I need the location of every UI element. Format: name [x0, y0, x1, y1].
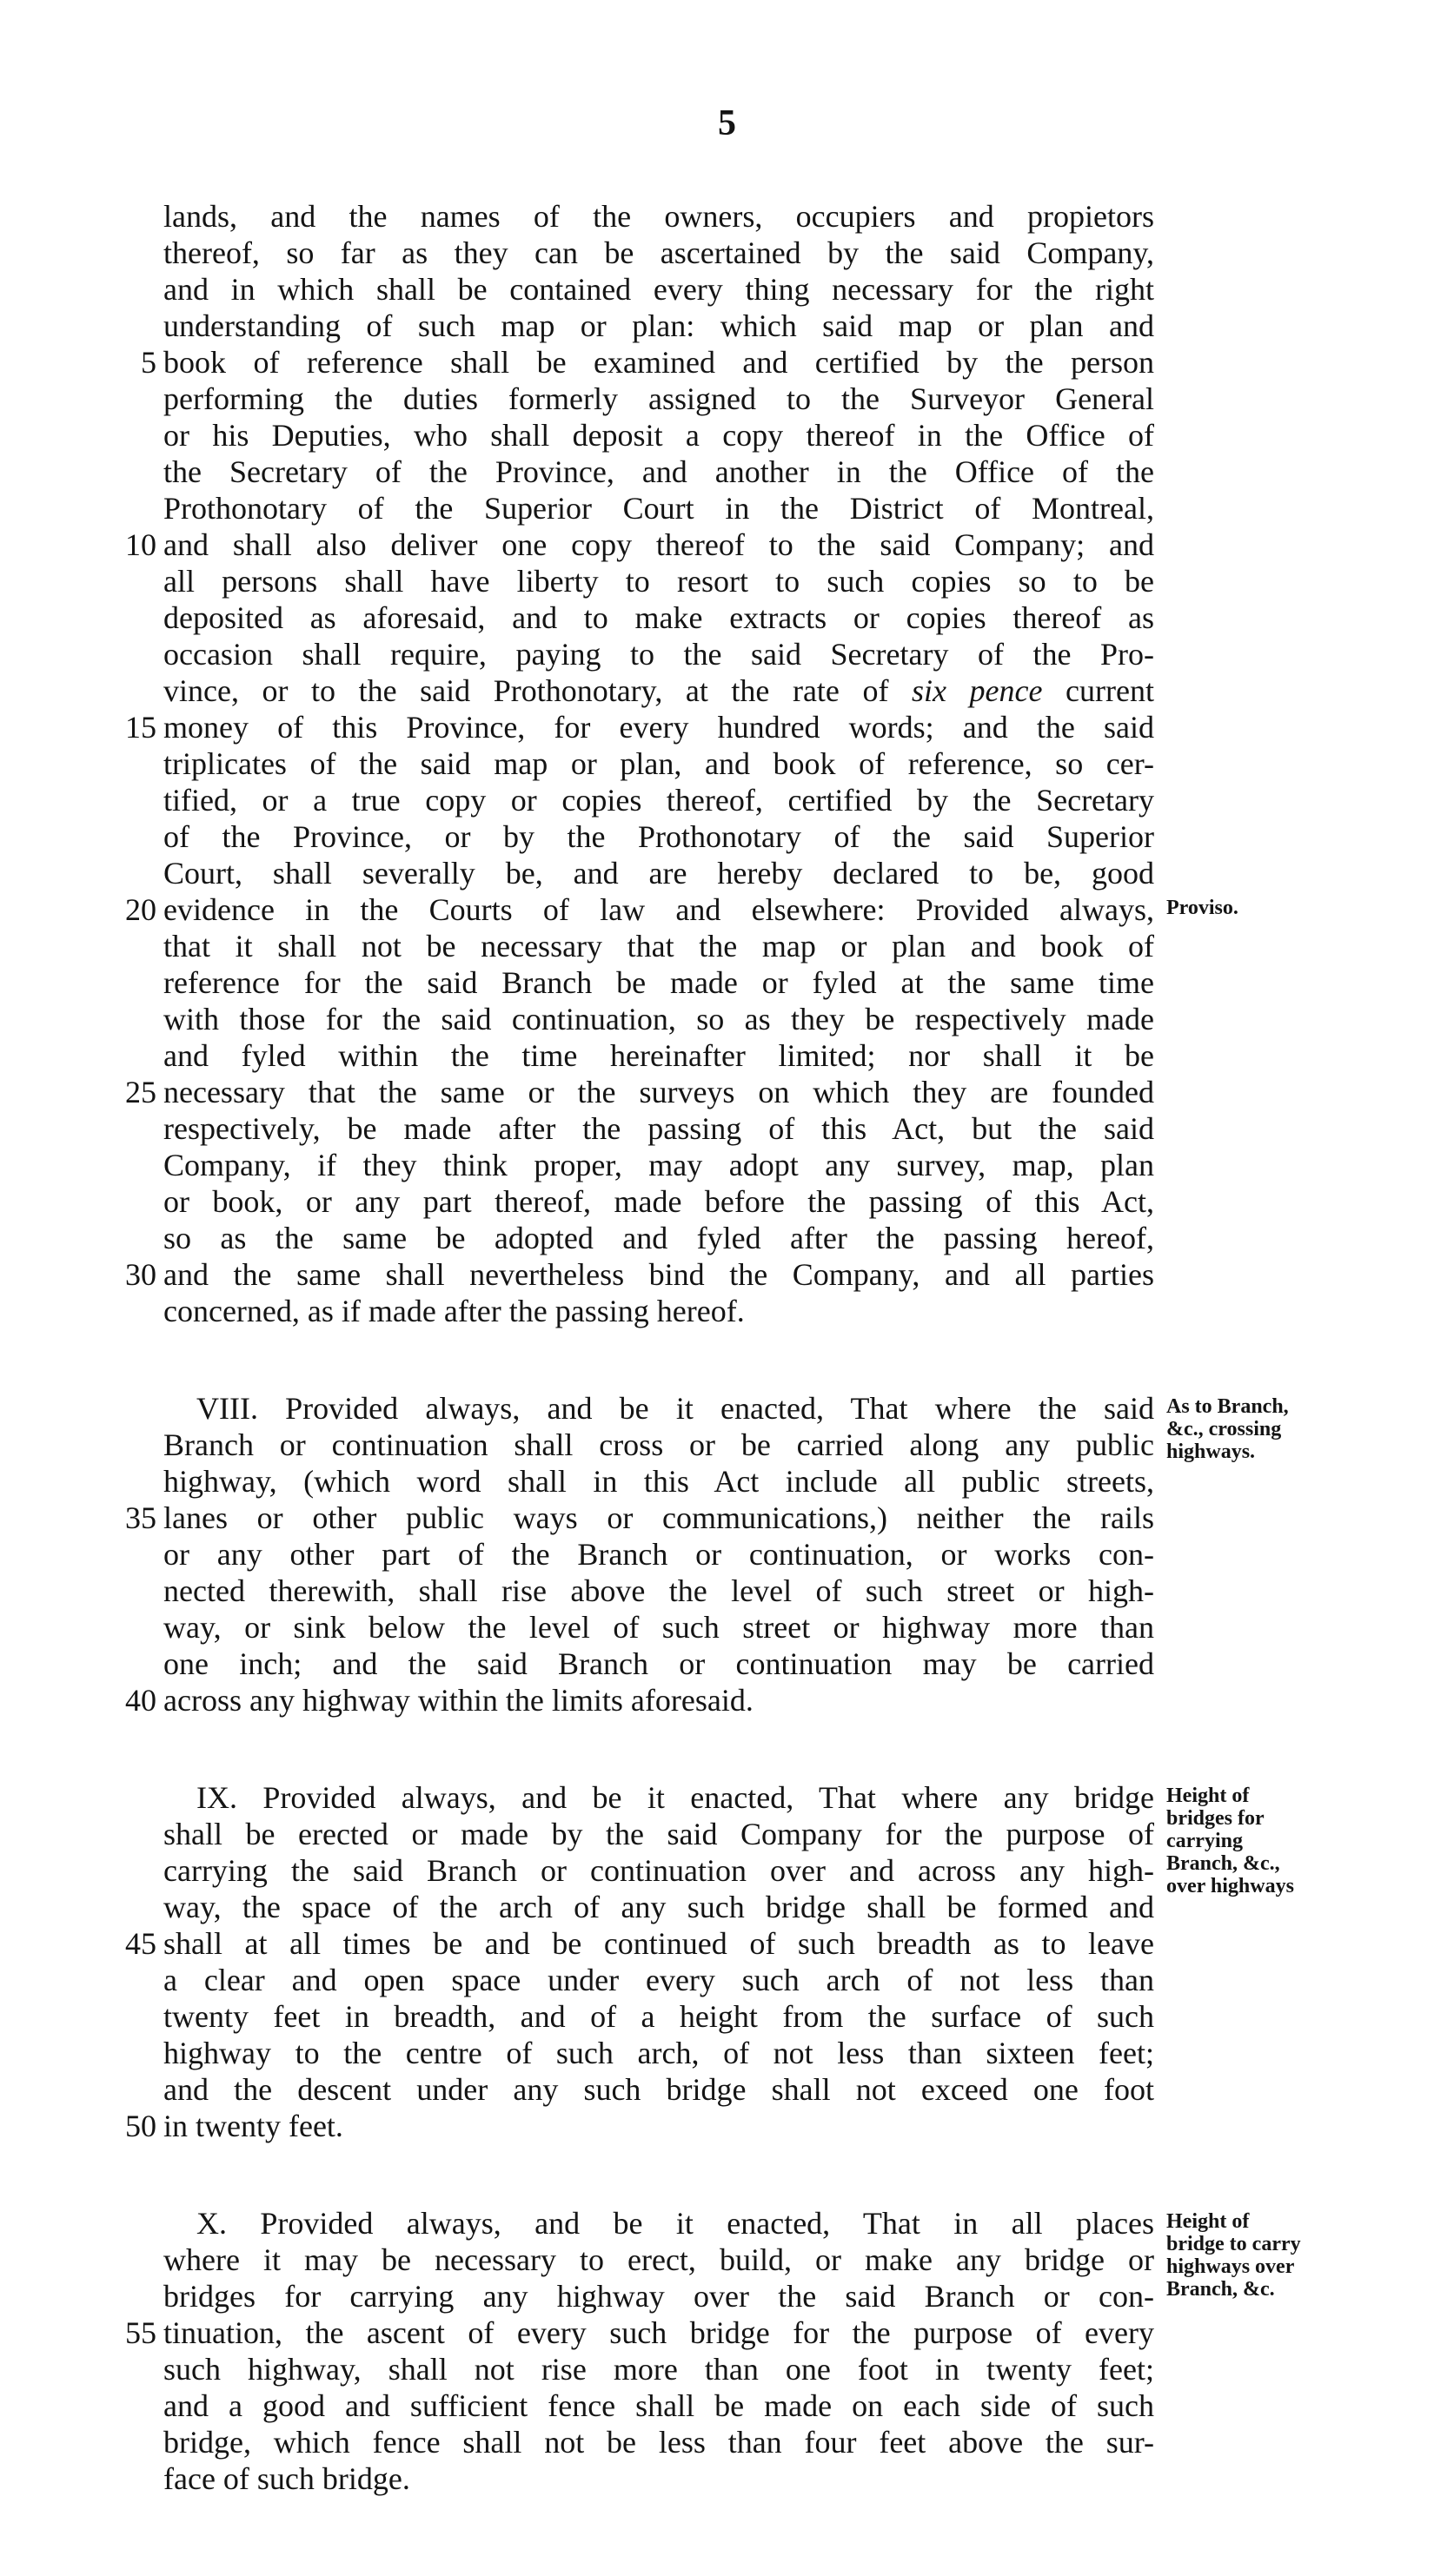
line-text: way, the space of the arch of any such bridge shall be formed and	[163, 1890, 1154, 1924]
line-text: occasion shall require, paying to the said Secretary of the Pro-	[163, 637, 1154, 672]
margin-note-line: carrying	[1166, 1830, 1243, 1852]
line-text: evidence in the Courts of law and elsewhere: Provided always,	[163, 892, 1154, 927]
line-text: all persons shall have liberty to resort to such copies so to be	[163, 564, 1154, 599]
line-text: the Secretary of the Province, and another in the Office of the	[163, 454, 1154, 489]
line-text: where it may be necessary to erect, build, or make any bridge or	[163, 2242, 1154, 2277]
line-text: Company, if they think proper, may adopt any survey, map, plan	[163, 1148, 1154, 1182]
line-text: deposited as aforesaid, and to make extracts or copies thereof as	[163, 600, 1154, 635]
line-text: carrying the said Branch or continuation over and across any high-	[163, 1853, 1154, 1888]
line-text: such highway, shall not rise more than one foot in twenty feet;	[163, 2352, 1154, 2387]
line-text: highway, (which word shall in this Act include all public streets,	[163, 1464, 1154, 1499]
line-text: in twenty feet.	[163, 2109, 343, 2143]
line-text: that it shall not be necessary that the map or plan and book of	[163, 929, 1154, 964]
line-text: Prothonotary of the Superior Court in the District of Montreal,	[163, 491, 1154, 526]
line-text: and in which shall be contained every thing necessary for the right	[163, 272, 1154, 307]
line-number: 35	[125, 1500, 156, 1535]
line-text: so as the same be adopted and fyled after the passing hereof,	[163, 1221, 1154, 1255]
line-text: or any other part of the Branch or continuation, or works con-	[163, 1537, 1154, 1572]
margin-note-line: highways.	[1166, 1440, 1256, 1463]
line-text: or his Deputies, who shall deposit a copy thereof in the Office of	[163, 418, 1154, 453]
margin-note-line: bridges for	[1166, 1807, 1265, 1830]
margin-note-line: Branch, &c.	[1166, 2278, 1275, 2301]
line-text: lanes or other public ways or communications,) neither the rails	[163, 1500, 1154, 1535]
line-text: highway to the centre of such arch, of not less than sixteen feet;	[163, 2036, 1154, 2070]
line-text: understanding of such map or plan: which said map or plan and	[163, 308, 1154, 343]
line-number: 45	[125, 1926, 156, 1961]
margin-note-line: highways over	[1166, 2255, 1295, 2278]
line-number: 20	[125, 892, 156, 927]
margin-note-line: Height of	[1166, 2210, 1250, 2233]
line-text: way, or sink below the level of such street or highway more than	[163, 1610, 1154, 1645]
line-text: shall be erected or made by the said Company for the purpose of	[163, 1817, 1154, 1851]
line-text: face of such bridge.	[163, 2461, 410, 2496]
margin-note	[1166, 2210, 1375, 2301]
line-text: bridge, which fence shall not be less than four feet above the sur-	[163, 2425, 1154, 2460]
line-text: or book, or any part thereof, made before the passing of this Act,	[163, 1184, 1154, 1219]
line-text: VIII. Provided always, and be it enacted, That where the said	[196, 1391, 1154, 1426]
margin-note-line: Height of	[1166, 1785, 1250, 1807]
margin-note	[1166, 1785, 1375, 1897]
line-number: 30	[125, 1257, 156, 1292]
line-text: nected therewith, shall rise above the level of such street or high-	[163, 1573, 1154, 1608]
line-text: of the Province, or by the Prothonotary of the said Superior	[163, 819, 1154, 854]
margin-note	[1166, 897, 1375, 919]
line-text: and the descent under any such bridge shall not exceed one foot	[163, 2072, 1154, 2107]
line-text: and shall also deliver one copy thereof to the said Company; and	[163, 527, 1154, 562]
margin-note-line: over highways	[1166, 1875, 1294, 1897]
line-number: 5	[141, 345, 156, 380]
line-text: performing the duties formerly assigned to the Surveyor General	[163, 381, 1154, 416]
line-text: one inch; and the said Branch or continuation may be carried	[163, 1646, 1154, 1681]
italic-phrase: six pence	[912, 673, 1043, 708]
line-text: X. Provided always, and be it enacted, That in all places	[196, 2206, 1154, 2241]
line-number: 15	[125, 710, 156, 745]
line-text: thereof, so far as they can be ascertained by the said Company,	[163, 235, 1154, 270]
line-text: and a good and sufficient fence shall be made on each side of such	[163, 2388, 1154, 2423]
line-number: 55	[125, 2315, 156, 2350]
line-text: tified, or a true copy or copies thereof, certified by the Secretary	[163, 783, 1154, 818]
line-number: 10	[125, 527, 156, 562]
line-text: Branch or continuation shall cross or be carried along any public	[163, 1427, 1154, 1462]
margin-note	[1166, 1395, 1375, 1463]
line-number: 50	[125, 2109, 156, 2143]
line-text: reference for the said Branch be made or fyled at the same time	[163, 965, 1154, 1000]
line-text: a clear and open space under every such arch of not less than	[163, 1963, 1154, 1997]
line-text: across any highway within the limits aforesaid.	[163, 1683, 754, 1718]
margin-note-line: Branch, &c.,	[1166, 1852, 1280, 1875]
line-text: and the same shall nevertheless bind the Company, and all parties	[163, 1257, 1154, 1292]
page-number: 5	[718, 103, 736, 143]
line-text: shall at all times be and be continued of such breadth as to leave	[163, 1926, 1154, 1961]
line-text: Court, shall severally be, and are hereby declared to be, good	[163, 856, 1154, 891]
line-text: with those for the said continuation, so as they be respectively made	[163, 1002, 1154, 1036]
line-text: triplicates of the said map or plan, and book of reference, so cer-	[163, 746, 1154, 781]
line-number: 25	[125, 1075, 156, 1109]
margin-note-line: &c., crossing	[1166, 1418, 1282, 1440]
line-text: vince, or to the said Prothonotary, at the rate of six pence current	[163, 673, 1154, 708]
margin-note-line: Proviso.	[1166, 897, 1238, 919]
line-text: concerned, as if made after the passing hereof.	[163, 1294, 745, 1328]
line-text: respectively, be made after the passing of this Act, but the said	[163, 1111, 1154, 1146]
line-text: and fyled within the time hereinafter limited; nor shall it be	[163, 1038, 1154, 1073]
line-text: bridges for carrying any highway over the said Branch or con-	[163, 2279, 1154, 2314]
line-number: 40	[125, 1683, 156, 1718]
margin-note-line: As to Branch,	[1166, 1395, 1289, 1418]
line-text: necessary that the same or the surveys on which they are founded	[163, 1075, 1154, 1109]
line-text: money of this Province, for every hundred words; and the said	[163, 710, 1154, 745]
line-text: twenty feet in breadth, and of a height from the surface of such	[163, 1999, 1154, 2034]
margin-note-line: bridge to carry	[1166, 2233, 1301, 2255]
line-text: IX. Provided always, and be it enacted, That where any bridge	[196, 1780, 1154, 1815]
line-text: tinuation, the ascent of every such bridge for the purpose of every	[163, 2315, 1154, 2350]
line-text: lands, and the names of the owners, occupiers and propietors	[163, 199, 1154, 234]
line-text: book of reference shall be examined and certified by the person	[163, 345, 1154, 380]
